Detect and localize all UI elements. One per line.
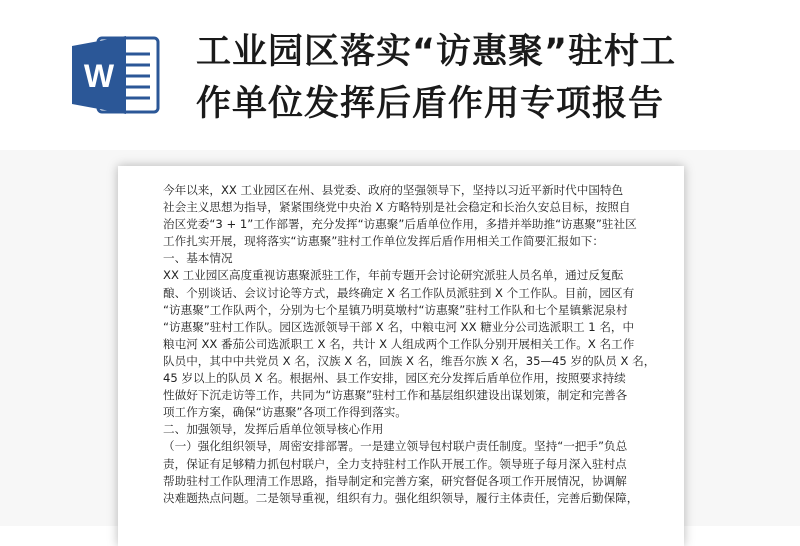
body-line: 性做好下沉走访等工作，共同为“访惠聚”驻村工作和基层组织建设出谋划策，制定和完善各 xyxy=(163,388,628,403)
body-line: 工作扎实开展，现将落实“访惠聚”驻村工作单位发挥后盾作用相关工作简要汇报如下： xyxy=(163,234,604,249)
body-line: “访惠聚”工作队两个，分别为七个星镇乃明莫墩村“访惠聚”驻村工作队和七个星镇紫泥泉村 xyxy=(163,302,628,317)
body-line: 责，保证有足够精力抓包村联户，全力支持驻村工作队开展工作。领导班子每月深入驻村点 xyxy=(163,456,627,471)
body-line: 45 岁以上的队员 X 名。根据州、县工作安排，园区充分发挥后盾单位作用，按照要求持续 xyxy=(163,371,626,386)
body-line: 队员中，其中中共党员 X 名，汉族 X 名，回族 X 名，维吾尔族 X 名，35—45 岁的队员 X 名， xyxy=(163,353,656,368)
title-line-1: 工业园区落实“访惠聚”驻村工 xyxy=(196,32,677,72)
word-icon-letter: W xyxy=(83,58,115,94)
body-line: XX 工业园区高度重视访惠聚派驻工作，年前专题开会讨论研究派驻人员名单，通过反复酝 xyxy=(163,268,624,283)
body-line: 二、加强领导，发挥后盾单位领导核心作用 xyxy=(163,422,384,437)
word-icon xyxy=(70,32,162,118)
title-line-2: 作单位发挥后盾作用专项报告 xyxy=(196,84,665,124)
body-line: 社会主义思想为指导，紧紧围绕党中央治 X 方略特别是社会稳定和长治久安总目标，按照自 xyxy=(163,200,631,215)
body-line: （一）强化组织领导，周密安排部署。一是建立领导包村联户责任制度。坚持“一把手”负总 xyxy=(163,439,628,454)
body-line: 帮助驻村工作队理清工作思路，指导制定和完善方案，研究督促各项工作开展情况，协调解 xyxy=(163,473,627,488)
body-line: “访惠聚”驻村工作队。园区选派领导干部 X 名，中粮屯河 XX 糖业分公司选派职工 1 名，中 xyxy=(163,319,635,334)
document-body xyxy=(163,182,656,507)
body-line: 项工作方案，确保“访惠聚”各项工作得到落实。 xyxy=(163,405,407,420)
header xyxy=(0,0,800,150)
body-line: 今年以来，XX 工业园区在州、县党委、政府的坚强领导下，坚持以习近平新时代中国特色 xyxy=(163,183,624,197)
body-line: 一、基本情况 xyxy=(163,251,233,266)
body-line: 决难题热点问题。二是领导重视，组织有力。强化组织领导，履行主体责任，完善后勤保障， xyxy=(163,490,639,505)
body-line: 治区党委“3 + 1”工作部署，充分发挥“访惠聚”后盾单位作用，多措并举助推“访惠聚”驻社区 xyxy=(163,217,637,232)
body-line: 粮屯河 XX 番茄公司选派职工 X 名，共计 X 人组成两个工作队分别开展相关工作。X 名工作 xyxy=(163,336,635,351)
body-line: 酿、个别谈话、会议讨论等方式，最终确定 X 名工作队员派驻到 X 个工作队。目前，园区有 xyxy=(163,285,635,300)
page-title xyxy=(196,26,786,130)
